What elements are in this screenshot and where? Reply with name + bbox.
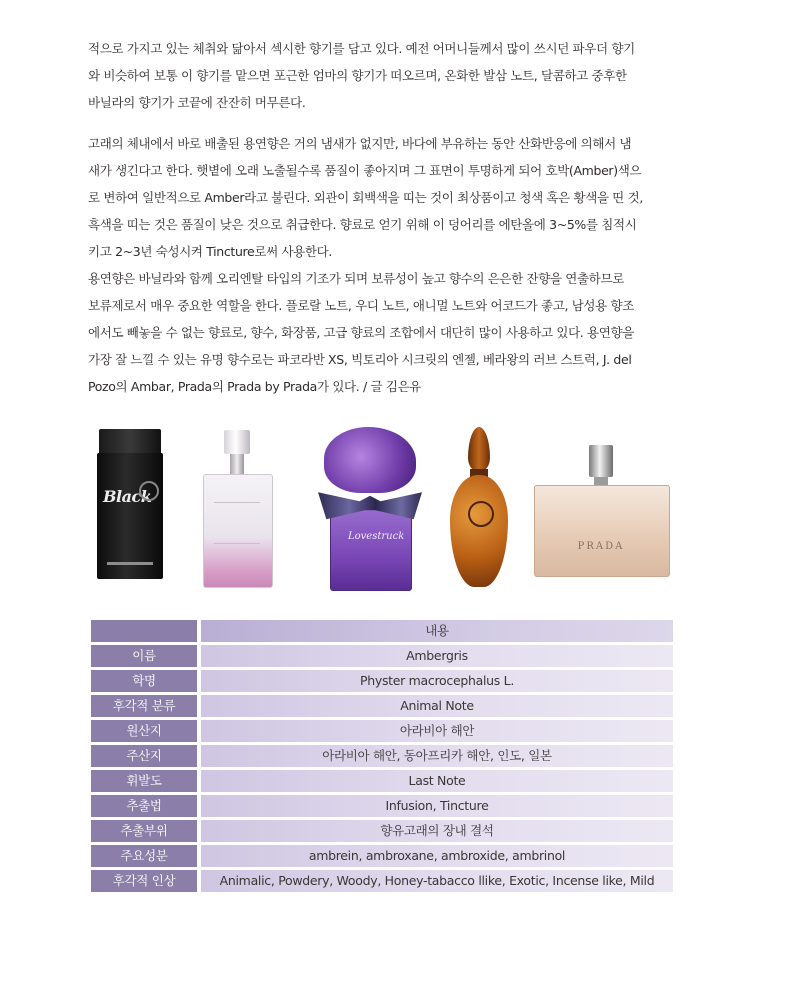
bottle-label <box>214 502 260 544</box>
vera-wang-lovestruck-bottle <box>318 427 422 589</box>
bottle-neck <box>230 454 244 474</box>
table-row <box>91 820 673 845</box>
bottle-script-text: Lovestruck <box>348 531 405 542</box>
bottle-cap <box>224 430 250 454</box>
table-row-label: 주요성분 <box>91 845 197 867</box>
table-row <box>91 745 673 770</box>
ambergris-info-table <box>91 620 673 895</box>
bottle-brand-text: Black <box>103 487 152 506</box>
table-header-row <box>91 620 673 645</box>
table-row <box>91 695 673 720</box>
table-row-value: ambrein, ambroxane, ambroxide, ambrinol <box>201 845 673 867</box>
bottle-stopper <box>468 427 490 471</box>
table-row <box>91 770 673 795</box>
bottle-neck <box>594 477 608 485</box>
table-row-label: 휘발도 <box>91 770 197 792</box>
article-paragraph: 용연향은 바닐라와 함께 오리엔탈 타입의 기조가 되며 보류성이 높고 향수의 은은한 잔향을 연출하므로 보류제로서 매우 중요한 역할을 한다. 플로랄 노트, 우디 노트, 애니멀 노트와 어코드가 좋고, 남성용 향조 에서도 빼놓을 수 없는 향료로, 향수, 화장품, 고급 향료의 조합에서 대단히 많이 사용하고 있다. 용연향을 가장 잘 느낄 수 있는 유명 향수로는 파코라반 XS, 빅토리아 시크릿의 엔젤, 베라왕의 러브 스트럭, J. del Pozo의 Ambar, Prada의 Prada by Prada가 있다. / 글 김은유 <box>88 271 634 394</box>
table-row-value: Infusion, Tincture <box>201 795 673 817</box>
bottle-cap <box>589 445 613 477</box>
table-header-value-cell: 내용 <box>201 620 673 642</box>
table-row-label: 추출법 <box>91 795 197 817</box>
table-row <box>91 670 673 695</box>
bottle-body <box>534 485 670 577</box>
bottle-body <box>97 453 163 579</box>
table-row <box>91 645 673 670</box>
table-row <box>91 795 673 820</box>
flower-cap <box>324 427 416 493</box>
perfume-photo-strip <box>0 415 800 590</box>
table-row-label: 후각적 분류 <box>91 695 197 717</box>
article-paragraph: 적으로 가지고 있는 체취와 닮아서 섹시한 향기를 담고 있다. 예전 어머니들께서 많이 쓰시던 파우더 향기 와 비슷하여 보통 이 향기를 맡으면 포근한 엄마의 향기가 떠오르며, 온화한 발삼 노트, 달콤하고 중후한 바닐라의 향기가 코끝에 잔잔히 머무른다. <box>88 41 635 110</box>
table-row-value: Last Note <box>201 770 673 792</box>
bottle-body <box>330 505 412 591</box>
table-row-value: Ambergris <box>201 645 673 667</box>
bottle-emblem-icon <box>468 501 494 527</box>
table-row-label: 후각적 인상 <box>91 870 197 892</box>
table-row-value: Animal Note <box>201 695 673 717</box>
paco-rabanne-black-xs-bottle <box>97 429 163 579</box>
prada-amber-bottle <box>534 445 668 575</box>
table-row <box>91 870 673 895</box>
table-row-label: 추출부위 <box>91 820 197 842</box>
table-row-value: 아라비아 해안, 동아프리카 해안, 인도, 일본 <box>201 745 673 767</box>
table-row-label: 주산지 <box>91 745 197 767</box>
table-row-label: 학명 <box>91 670 197 692</box>
bottle-body <box>450 475 508 587</box>
victorias-secret-angel-bottle <box>200 430 274 588</box>
table-row-label: 이름 <box>91 645 197 667</box>
table-row <box>91 720 673 745</box>
bottle-brand-text: PRADA <box>577 541 625 552</box>
table-row <box>91 845 673 870</box>
table-row-value: Physter macrocephalus L. <box>201 670 673 692</box>
table-row-value: 향유고래의 장내 결석 <box>201 820 673 842</box>
table-row-label: 원산지 <box>91 720 197 742</box>
skull-emblem-icon <box>139 481 159 501</box>
bottle-maker-label <box>107 562 153 565</box>
j-del-pozo-ambar-bottle <box>448 427 510 587</box>
article-paragraph: 고래의 체내에서 바로 배출된 용연향은 거의 냄새가 없지만, 바다에 부유하는 동안 산화반응에 의해서 냄 새가 생긴다고 한다. 햇볕에 오래 노출될수록 품질이 좋아지며 그 표면이 투명하게 되어 호박(Amber)색으 로 변하여 일반적으로 Amber라고 불린다. 외관이 회백색을 띠는 것이 최상품이고 청색 혹은 황색을 띤 것, 흑색을 띠는 것은 품질이 낮은 것으로 취급한다. 향료로 얻기 위해 이 덩어리를 에탄올에 3~5%를 침적시 키고 2~3년 숙성시켜 Tincture로써 사용한다. <box>88 136 643 259</box>
table-header-label-cell <box>91 620 197 642</box>
table-row-value: 아라비아 해안 <box>201 720 673 742</box>
table-row-value: Animalic, Powdery, Woody, Honey-tabacco llike, Exotic, Incense like, Mild <box>201 870 673 892</box>
